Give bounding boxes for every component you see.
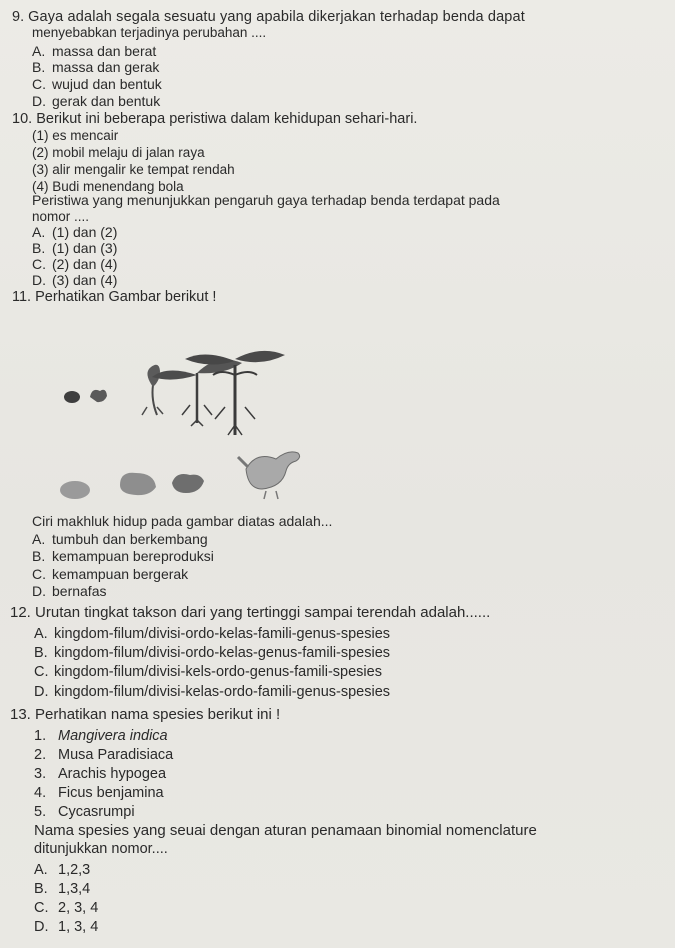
q12-text: Urutan tingkat takson dari yang tertinggi sampai terendah adalah...... <box>35 604 491 621</box>
q10-number: 10. <box>12 111 33 127</box>
q11-option-c[interactable]: C. kemampuan bergerak <box>32 566 189 582</box>
q12-option-a[interactable]: A. kingdom-filum/divisi-ordo-kelas-famili-genus-spesies <box>34 626 391 642</box>
q13-text: Perhatikan nama spesies berikut ini ! <box>35 706 281 723</box>
q11-number: 11. <box>12 289 32 305</box>
sprouting-seed-icon <box>90 390 107 402</box>
seed-icon <box>64 391 80 403</box>
q11-text: Perhatikan Gambar berikut ! <box>35 289 217 305</box>
q10-event-4: (4) Budi menendang bola <box>32 179 184 194</box>
seedling-icon <box>142 365 163 415</box>
q10-prompt-line1: Peristiwa yang menunjukkan pengaruh gaya terhadap benda terdapat pada <box>32 192 500 208</box>
q11-stem <box>12 289 216 305</box>
q9-stem <box>12 9 525 25</box>
q13-option-b[interactable]: B. 1,3,4 <box>34 881 91 897</box>
hatching-egg-icon <box>120 473 156 495</box>
q10-text: Berikut ini beberapa peristiwa dalam kehidupan sehari-hari. <box>36 111 418 127</box>
q9-text-line2: menyebabkan terjadinya perubahan .... <box>32 25 267 40</box>
q10-stem <box>12 111 417 127</box>
q12-stem <box>10 605 490 621</box>
q10-event-3: (3) alir mengalir ke tempat rendah <box>32 162 235 177</box>
q13-species-4: 4. Ficus benjamina <box>34 785 164 801</box>
q13-species-5: 5. Cycasrumpi <box>34 804 135 820</box>
q11-option-d[interactable]: D. bernafas <box>32 583 107 599</box>
q13-species-3: 3. Arachis hypogea <box>34 766 167 782</box>
hen-icon <box>238 452 300 499</box>
q9-option-c[interactable]: C. wujud dan bentuk <box>32 76 162 92</box>
q11-option-a[interactable]: A. tumbuh dan berkembang <box>32 531 208 547</box>
q13-option-d[interactable]: D. 1, 3, 4 <box>34 919 99 935</box>
growth-illustration <box>50 345 310 500</box>
q12-option-b[interactable]: B. kingdom-filum/divisi-ordo-kelas-genus-famili-spesies <box>34 645 391 661</box>
egg-icon <box>60 481 90 499</box>
q12-option-c[interactable]: C. kingdom-filum/divisi-kels-ordo-genus-famili-spesies <box>34 664 382 680</box>
q13-stem <box>10 707 280 723</box>
q13-species-2: 2. Musa Paradisiaca <box>34 747 174 763</box>
q10-option-d[interactable]: D. (3) dan (4) <box>32 272 118 288</box>
q13-species-1: 1. Mangivera indica <box>34 728 168 744</box>
q9-option-b[interactable]: B. massa dan gerak <box>32 59 160 75</box>
q10-option-b[interactable]: B. (1) dan (3) <box>32 240 118 256</box>
q10-event-2: (2) mobil melaju di jalan raya <box>32 145 205 160</box>
q13-prompt-line1: Nama spesies yang seuai dengan aturan penamaan binomial nomenclature <box>34 822 537 839</box>
q9-number: 9. <box>12 9 25 25</box>
q13-prompt-line2: ditunjukkan nomor.... <box>34 841 168 857</box>
q13-option-a[interactable]: A. 1,2,3 <box>34 862 91 878</box>
q10-option-c[interactable]: C. (2) dan (4) <box>32 256 118 272</box>
q12-number: 12. <box>10 604 31 621</box>
q10-option-a[interactable]: A. (1) dan (2) <box>32 224 118 240</box>
q10-event-1: (1) es mencair <box>32 128 119 143</box>
q13-option-c[interactable]: C. 2, 3, 4 <box>34 900 99 916</box>
q11-prompt: Ciri makhluk hidup pada gambar diatas adalah... <box>32 513 333 529</box>
q13-number: 13. <box>10 706 31 723</box>
q9-option-a[interactable]: A. massa dan berat <box>32 43 157 59</box>
young-plant-icon <box>152 360 242 426</box>
chick-icon <box>172 474 204 493</box>
q11-option-b[interactable]: B. kemampuan bereproduksi <box>32 548 214 564</box>
q9-text-line1: Gaya adalah segala sesuatu yang apabila dikerjakan terhadap benda dapat <box>28 9 525 25</box>
q9-option-d[interactable]: D. gerak dan bentuk <box>32 93 161 109</box>
q10-prompt-line2: nomor .... <box>32 209 90 224</box>
q12-option-d[interactable]: D. kingdom-filum/divisi-kelas-ordo-famili-genus-spesies <box>34 684 391 700</box>
